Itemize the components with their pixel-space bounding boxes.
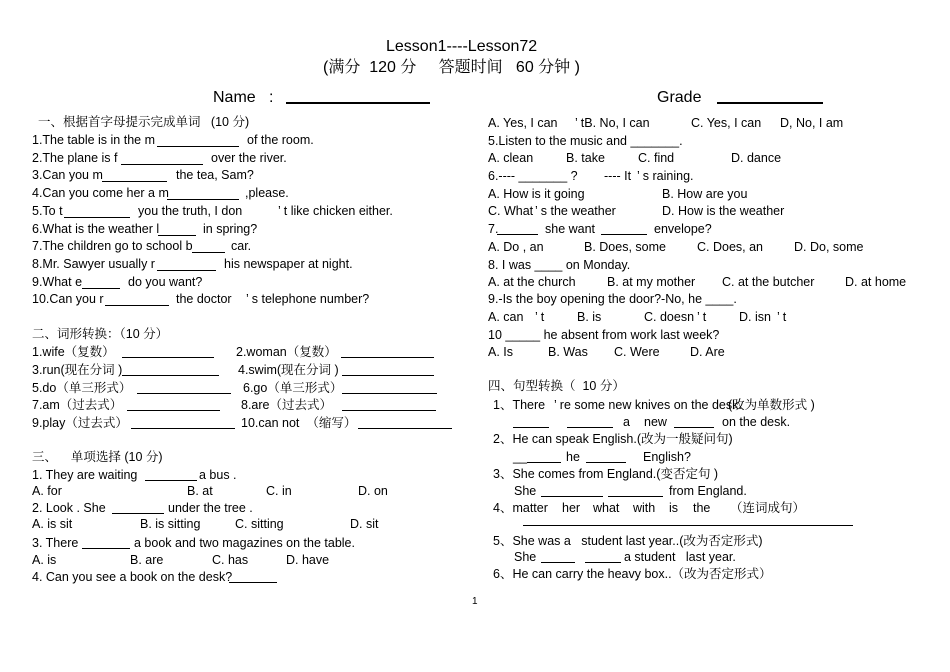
r-q9: 9.-Is the boy opening the door?-No, he ____. — [488, 292, 737, 306]
r4-opt-c[interactable]: C. Yes, I can — [691, 116, 762, 130]
r-q9-opt-a2: ’ t — [535, 310, 545, 324]
q5-c: ’ t like chicken either. — [278, 204, 393, 218]
q2-a: 2.The plane is f — [32, 151, 118, 165]
r-q5-opt-b[interactable]: B. take — [566, 151, 605, 165]
r-q5-opt-d[interactable]: D. dance — [731, 151, 782, 165]
mc1-opt-d[interactable]: D. on — [358, 484, 388, 498]
q1-a: 1.The table is in the m — [32, 133, 155, 147]
wf-5: 5.do（单三形式） — [32, 381, 132, 395]
q4-a: 4.Can you come her a m — [32, 186, 169, 200]
r-q7-c: envelope? — [654, 222, 712, 236]
t2: 2、He can speak English.(改为一般疑问句) — [493, 432, 733, 446]
r-q6-c: ’ s raining. — [637, 169, 694, 183]
r4-opt-a[interactable]: A. Yes, I can — [488, 116, 558, 130]
r-q7-opt-d[interactable]: D. Do, some — [794, 240, 864, 254]
mc3-a: 3. There — [32, 536, 79, 550]
r-q6-opt-c2: ’ s the weather — [535, 204, 616, 218]
r-q6-opt-c[interactable]: C. What — [488, 204, 534, 218]
mc2-opt-c[interactable]: C. sitting — [235, 517, 284, 531]
r-q8: 8. I was ____ on Monday. — [488, 258, 631, 272]
r-q6-b: ---- It — [604, 169, 632, 183]
wf-3: 3.run(现在分词 ) — [32, 363, 123, 377]
t4-d: with — [633, 501, 656, 515]
t1-b: ’ re some new knives on the desk. — [554, 398, 742, 412]
r-q7-b: she want — [545, 222, 596, 236]
mc1-blank[interactable] — [145, 480, 197, 481]
r-q10-opt-a[interactable]: A. Is — [488, 345, 514, 359]
q2-b: over the river. — [211, 151, 287, 165]
r4-opt-d[interactable]: D, No, I am — [780, 116, 844, 130]
q9-b: do you want? — [128, 275, 203, 289]
wf-7-blank[interactable] — [127, 410, 220, 411]
t4-blank[interactable] — [523, 525, 853, 526]
wf-5-blank[interactable] — [137, 393, 231, 394]
q9-a: 9.What e — [32, 275, 83, 289]
wf-3-blank[interactable] — [122, 375, 219, 376]
wf-10: 10.can not （缩写） — [241, 416, 357, 430]
mc1-a: 1. They are waiting — [32, 468, 138, 482]
mc1-opt-c[interactable]: C. in — [266, 484, 292, 498]
section2-title: 二、词形转换：（10 分） — [32, 327, 169, 341]
wf-8: 8.are（过去式） — [241, 398, 332, 412]
page-subtitle: (满分 120 分 答题时间 60 分钟 ) — [323, 59, 580, 76]
name-field[interactable] — [286, 102, 430, 104]
t4-f: the — [693, 501, 711, 515]
mc3-opt-b[interactable]: B. are — [130, 553, 164, 567]
q1-b: of the room. — [247, 133, 314, 147]
r-q5-opt-a[interactable]: A. clean — [488, 151, 534, 165]
wf-7: 7.am（过去式） — [32, 398, 123, 412]
t4-c: what — [593, 501, 620, 515]
r-q9-opt-d2: ’ t — [777, 310, 787, 324]
t2-a: __ — [513, 450, 527, 464]
q6-a: 6.What is the weather l — [32, 222, 160, 236]
t3: 3、She comes from England.(变否定句 ) — [493, 467, 719, 481]
r-q8-opt-a[interactable]: A. at the church — [488, 275, 576, 289]
mc2-a: 2. Look . She — [32, 501, 106, 515]
t5-b: a student last year. — [624, 550, 736, 564]
t4-b: her — [562, 501, 581, 515]
mc1-opt-b[interactable]: B. at — [187, 484, 213, 498]
mc1-opt-a[interactable]: A. for — [32, 484, 62, 498]
q6-blank[interactable] — [158, 235, 196, 236]
t1-blank1[interactable] — [513, 427, 549, 428]
t1-blank3[interactable] — [674, 427, 714, 428]
t1-f: on the desk. — [722, 415, 791, 429]
mc2-blank[interactable] — [112, 513, 164, 514]
r-q7-blank1[interactable] — [497, 234, 538, 235]
t4-g: （连词成句） — [730, 501, 806, 515]
q2-blank[interactable] — [121, 164, 203, 165]
name-label: Name : — [213, 89, 274, 106]
wf-1-blank[interactable] — [122, 357, 214, 358]
r-q6-opt-b[interactable]: B. How are you — [662, 187, 748, 201]
q10-c: ’ s telephone number? — [246, 292, 370, 306]
section1-title: 一、根据首字母提示完成单词 (10 分) — [38, 115, 250, 129]
q6-b: in spring? — [203, 222, 258, 236]
q4-b: ,please. — [245, 186, 289, 200]
t2-c: English? — [643, 450, 691, 464]
mc3-opt-c[interactable]: C. has — [212, 553, 249, 567]
wf-2: 2.woman（复数） — [236, 345, 337, 359]
grade-field[interactable] — [717, 102, 823, 104]
q3-b: the tea, Sam? — [176, 168, 254, 182]
t2-b: he — [566, 450, 580, 464]
r-q6-a: 6.---- _______ ? — [488, 169, 578, 183]
r-q9-opt-a[interactable]: A. can — [488, 310, 524, 324]
r-q7-opt-c[interactable]: C. Does, an — [697, 240, 764, 254]
mc2-opt-a[interactable]: A. is sit — [32, 517, 73, 531]
mc2-opt-b[interactable]: B. is sitting — [140, 517, 201, 531]
mc1-b: a bus . — [199, 468, 237, 482]
t1-a: 1、There — [493, 398, 546, 412]
r-q10: 10 _____ he absent from work last week? — [488, 328, 720, 342]
r-q9-opt-c2: ’ t — [697, 310, 707, 324]
wf-6: 6.go（单三形式） — [243, 381, 343, 395]
q5-blank[interactable] — [64, 217, 130, 218]
t5: 5、She was a student last year..(改为否定形式) — [493, 534, 763, 548]
t1-d: a — [623, 415, 630, 429]
mc3-opt-d[interactable]: D. have — [286, 553, 330, 567]
t2-blank1[interactable] — [527, 462, 561, 463]
r-q10-opt-c[interactable]: C. Were — [614, 345, 660, 359]
r-q7-blank2[interactable] — [601, 234, 647, 235]
t5-a: She — [514, 550, 537, 564]
section4-title: 四、句型转换（ 10 分） — [488, 379, 625, 393]
t6: 6、He can carry the heavy box..（改为否定形式） — [493, 567, 772, 581]
wf-6-blank[interactable] — [342, 393, 437, 394]
q9-blank[interactable] — [82, 288, 120, 289]
mc3-b: a book and two magazines on the table. — [134, 536, 355, 550]
t5-blank2[interactable] — [585, 562, 621, 563]
r-q9-opt-c[interactable]: C. doesn — [644, 310, 695, 324]
page-number: 1 — [472, 596, 478, 607]
t3-blank1[interactable] — [541, 496, 603, 497]
wf-9: 9.play（过去式） — [32, 416, 128, 430]
mc2-b: under the tree . — [168, 501, 253, 515]
q8-b: his newspaper at night. — [224, 257, 353, 271]
mc4: 4. Can you see a book on the desk? — [32, 570, 233, 584]
q10-b: the doctor — [176, 292, 232, 306]
wf-4: 4.swim(现在分词 ) — [238, 363, 339, 377]
r-q8-opt-b[interactable]: B. at my mother — [607, 275, 696, 289]
section3-title: 三、 单项选择 (10 分) — [32, 450, 163, 464]
q10-blank[interactable] — [105, 305, 169, 306]
r-q7-opt-a[interactable]: A. Do , an — [488, 240, 544, 254]
mc2-opt-d[interactable]: D. sit — [350, 517, 379, 531]
t3-blank2[interactable] — [608, 496, 663, 497]
q8-a: 8.Mr. Sawyer usually r — [32, 257, 155, 271]
mc3-opt-a[interactable]: A. is — [32, 553, 57, 567]
q5-b: you the truth, I don — [138, 204, 243, 218]
t1-e: new — [644, 415, 667, 429]
mc4-blank[interactable] — [229, 582, 277, 583]
wf-8-blank[interactable] — [342, 410, 436, 411]
q1-blank[interactable] — [157, 146, 239, 147]
r-q10-opt-b[interactable]: B. Was — [548, 345, 588, 359]
r4-opt-b[interactable]: ’ tB. No, I can — [575, 116, 650, 130]
wf-9-blank[interactable] — [131, 428, 235, 429]
t3-a: She — [514, 484, 537, 498]
t5-blank1[interactable] — [541, 562, 575, 563]
q7-blank[interactable] — [192, 252, 225, 253]
wf-4-blank[interactable] — [342, 375, 434, 376]
q8-blank[interactable] — [157, 270, 216, 271]
r-q7-opt-b[interactable]: B. Does, some — [584, 240, 666, 254]
grade-label: Grade — [657, 89, 702, 106]
r-q10-opt-d[interactable]: D. Are — [690, 345, 725, 359]
t4-e: is — [669, 501, 679, 515]
wf-2-blank[interactable] — [341, 357, 434, 358]
t2-blank2[interactable] — [586, 462, 626, 463]
q3-blank[interactable] — [102, 181, 167, 182]
q7-a: 7.The children go to school b — [32, 239, 193, 253]
r-q8-opt-d[interactable]: D. at home — [845, 275, 907, 289]
wf-10-blank[interactable] — [358, 428, 452, 429]
wf-1: 1.wife（复数） — [32, 345, 115, 359]
r-q7-a: 7. — [488, 222, 499, 236]
t1-blank2[interactable] — [567, 427, 613, 428]
q3-a: 3.Can you m — [32, 168, 103, 182]
page-title: Lesson1----Lesson72 — [386, 38, 538, 55]
r-q6-opt-a[interactable]: A. How is it going — [488, 187, 585, 201]
q7-b: car. — [231, 239, 252, 253]
q10-a: 10.Can you r — [32, 292, 104, 306]
r-q8-opt-c[interactable]: C. at the butcher — [722, 275, 815, 289]
t4-a: 4、matter — [493, 501, 548, 515]
r-q5: 5.Listen to the music and _______. — [488, 134, 683, 148]
r-q9-opt-b[interactable]: B. is — [577, 310, 602, 324]
t3-b: from England. — [669, 484, 747, 498]
q4-blank[interactable] — [167, 199, 239, 200]
r-q5-opt-c[interactable]: C. find — [638, 151, 675, 165]
r-q6-opt-d[interactable]: D. How is the weather — [662, 204, 785, 218]
r-q9-opt-d[interactable]: D. isn — [739, 310, 771, 324]
q5-a: 5.To t — [32, 204, 63, 218]
t1-c: (改为单数形式 ) — [728, 398, 815, 412]
mc3-blank[interactable] — [82, 548, 130, 549]
